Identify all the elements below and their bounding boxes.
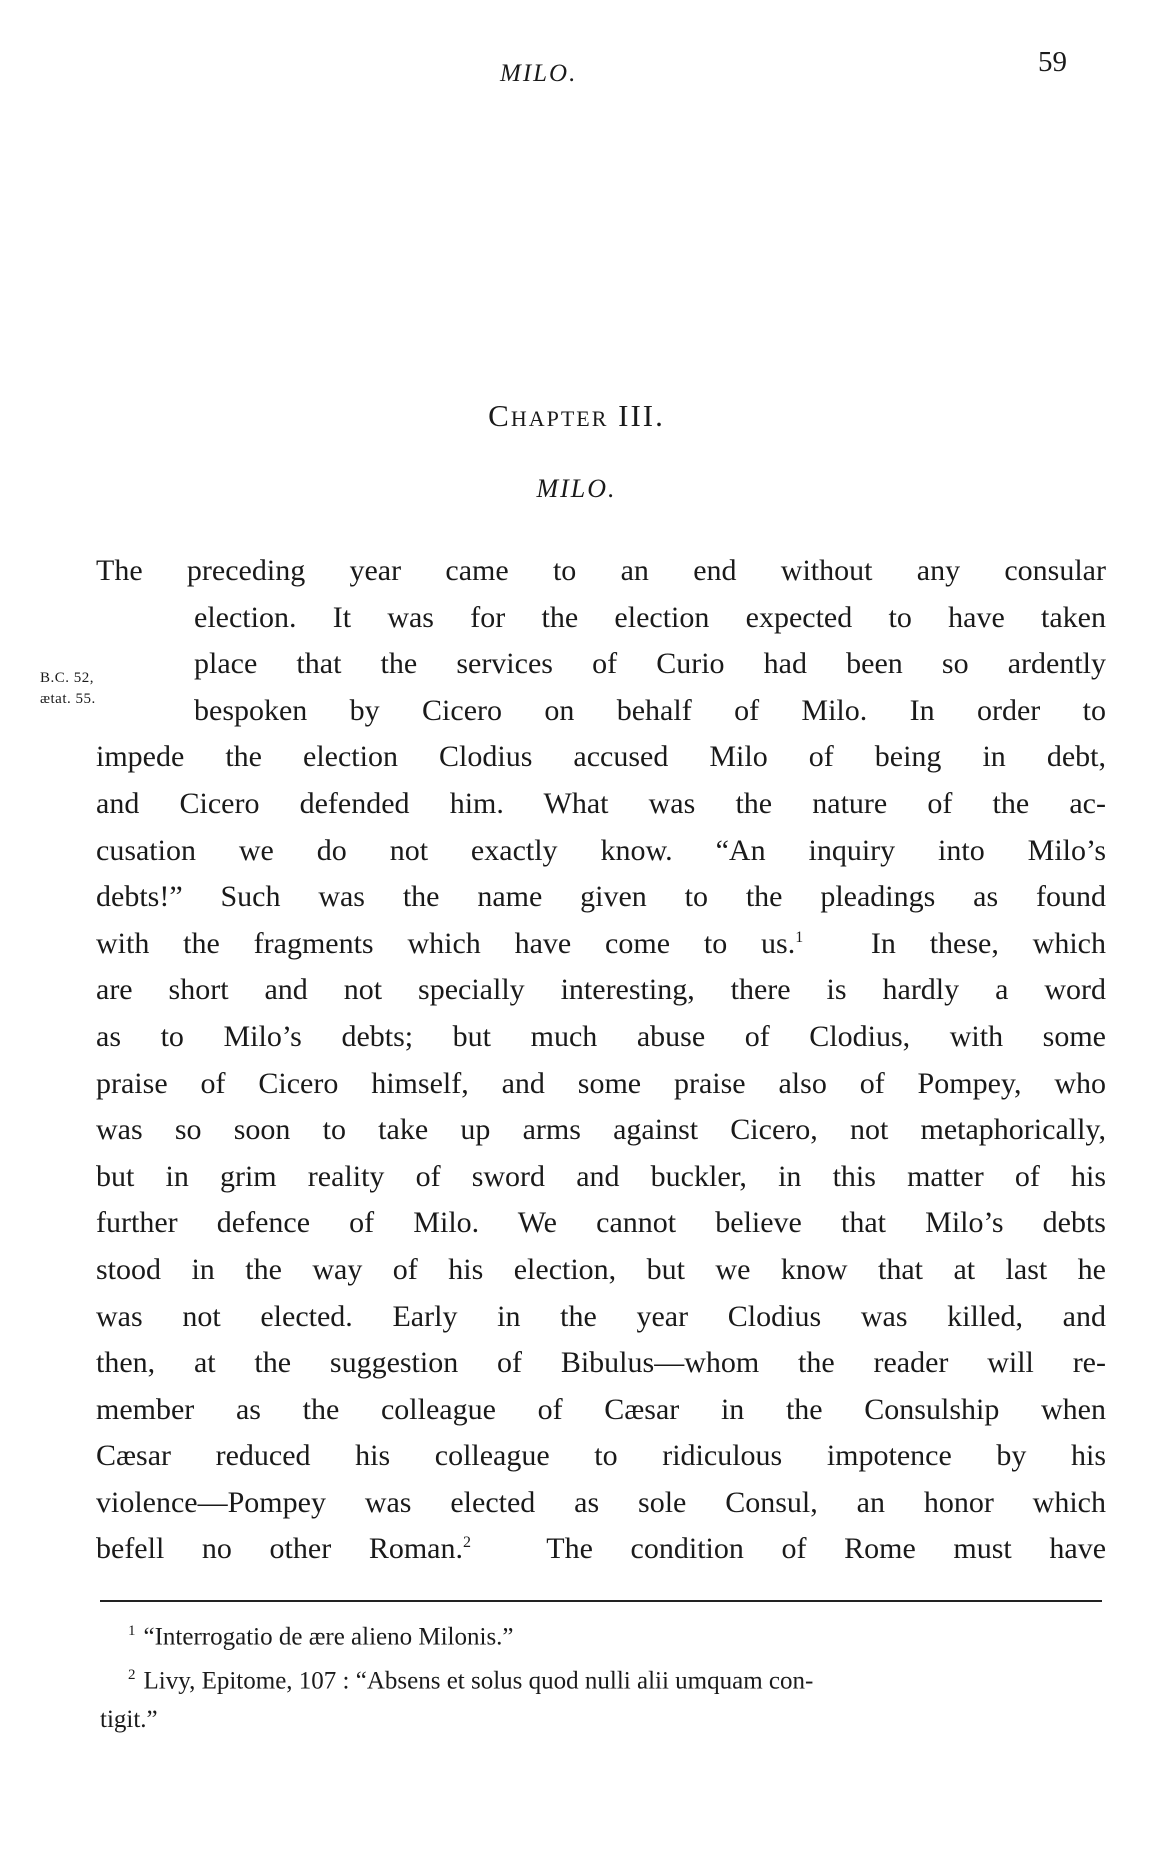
margin-date-note: [40, 668, 96, 710]
text-line: impede the election Clodius accused Milo of being in debt,: [96, 740, 1106, 774]
text-line-with-footnote: [96, 921, 1106, 968]
text-segment: The condition of Rome must have: [546, 1532, 1107, 1566]
text-line: election. It was for the election expected to have taken: [194, 600, 1106, 634]
margin-note-line: B.C. 52,: [40, 670, 95, 686]
footnote-1: [100, 1612, 1102, 1656]
text-segment: with the fragments which have come to us.: [96, 926, 796, 960]
text-line: violence—Pompey was elected as sole Consul, an honor which: [96, 1485, 1106, 1519]
footnote-2: [100, 1656, 1102, 1700]
margin-note-line: ætat. 55.: [40, 691, 96, 707]
text-line: place that the services of Curio had been so ardently: [194, 647, 1106, 681]
footnote-reference: 1: [795, 928, 804, 946]
text-segment: befell no other Roman.: [96, 1532, 463, 1566]
text-line: was so soon to take up arms against Cicero, not metaphorically,: [96, 1113, 1106, 1147]
text-line: cusation we do not exactly know. “An inquiry into Milo’s: [96, 833, 1106, 867]
text-line: as to Milo’s debts; but much abuse of Clodius, with some: [96, 1019, 1106, 1053]
text-line: but in grim reality of sword and buckler, in this matter of his: [96, 1159, 1106, 1193]
footnote-continuation: tigit.”: [100, 1705, 158, 1733]
chapter-heading: Chapter III.: [488, 398, 665, 433]
footnote-reference: 2: [463, 1534, 471, 1552]
text-line: are short and not specially interesting, there is hardly a word: [96, 973, 1106, 1007]
text-segment: In these, which: [870, 926, 1106, 960]
running-title: MILO.: [500, 60, 578, 87]
text-line-with-footnote: [96, 1526, 1106, 1573]
page-number: 59: [1038, 46, 1067, 78]
text-line: was not elected. Early in the year Clodius was killed, and: [96, 1299, 1106, 1333]
text-line: debts!” Such was the name given to the pleadings as found: [96, 880, 1106, 914]
footnote-text: Livy, Epitome, 107 : “Absens et solus quod nulli alii umquam con-: [143, 1667, 814, 1695]
text-line: then, at the suggestion of Bibulus—whom the reader will re-: [96, 1346, 1106, 1380]
footnotes: [100, 1612, 1102, 1739]
text-line: and Cicero defended him. What was the nature of the ac-: [96, 786, 1106, 820]
text-line: The preceding year came to an end without any consular: [96, 554, 1106, 587]
text-line: Cæsar reduced his colleague to ridiculous impotence by his: [96, 1439, 1106, 1473]
text-line: praise of Cicero himself, and some praise also of Pompey, who: [96, 1066, 1106, 1100]
text-line: stood in the way of his election, but we know that at last he: [96, 1252, 1106, 1286]
body-paragraph: [96, 548, 1106, 1573]
text-line: further defence of Milo. We cannot believe that Milo’s debts: [96, 1206, 1106, 1240]
footnote-mark: 1: [128, 1623, 136, 1639]
footnote-mark: 2: [128, 1667, 136, 1684]
running-head: [0, 46, 1153, 92]
text-line: member as the colleague of Cæsar in the Consulship when: [96, 1392, 1106, 1426]
text-line: bespoken by Cicero on behalf of Milo. In order to: [194, 693, 1106, 727]
footnote-divider: [100, 1600, 1102, 1602]
chapter-title: MILO.: [536, 474, 617, 503]
footnote-text: “Interrogatio de ære alieno Milonis.”: [143, 1623, 514, 1651]
